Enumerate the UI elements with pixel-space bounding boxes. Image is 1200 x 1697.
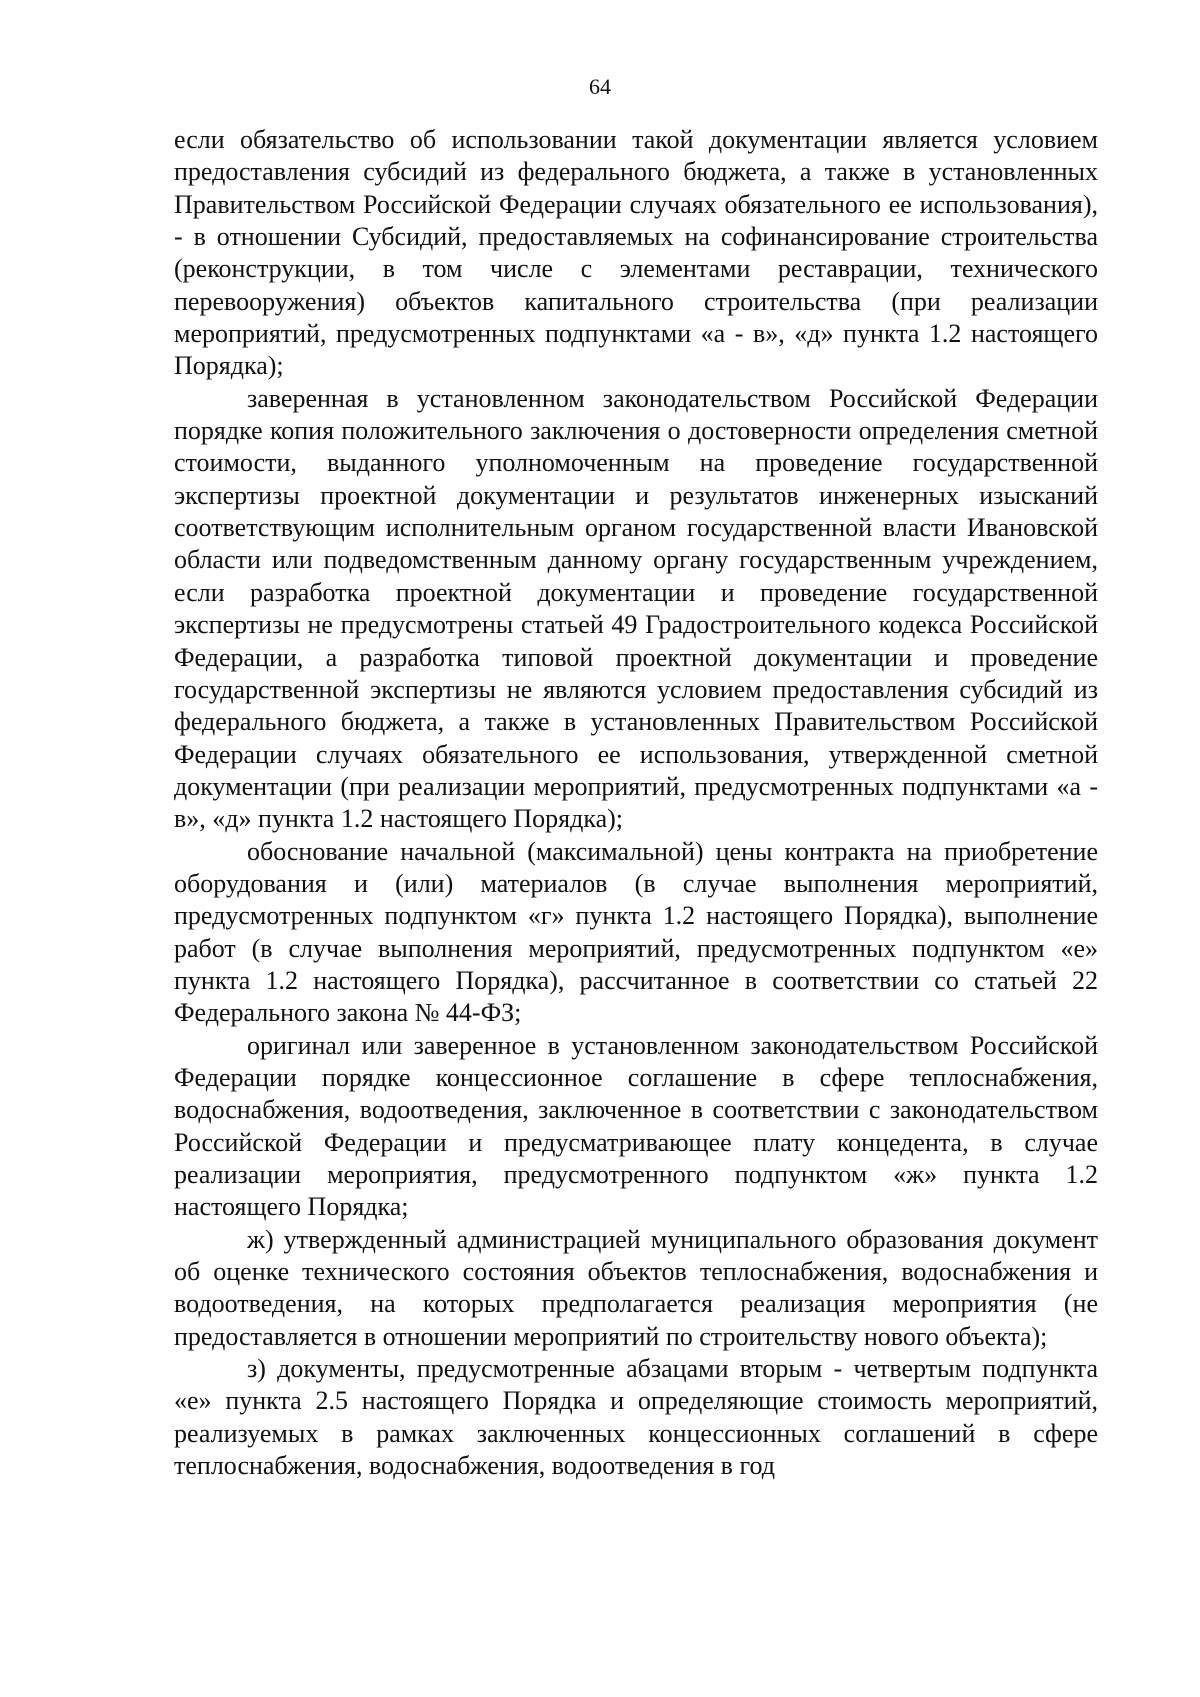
paragraph-1: если обязательство об использовании такой документации является условием предоставления субсидий из федерального бюджета, а также в установленных Правительством Российской Федерации случаях обязательного ее использования), - в отношении Субсидий, предоставляемых на софинансирование строительства (реконструкции, в том числе с элементами реставрации, технического перевооружения) объектов капитального строительства (при реализации мероприятий, предусмотренных подпунктами «а - в», «д» пункта 1.2 настоящего Порядка);: [174, 125, 1098, 381]
paragraph-zh: ж) утвержденный администрацией муниципального образования документ об оценке технического состояния объектов теплоснабжения, водоснабжения и водоотведения, на которых предполагается реализация мероприятия (не предоставляется в отношении мероприятий по строительству нового объекта);: [174, 1224, 1098, 1351]
paragraph-3: обоснование начальной (максимальной) цены контракта на приобретение оборудования и (или) материалов (в случае выполнения мероприятий, предусмотренных подпунктом «г» пункта 1.2 настоящего Порядка), выполнение работ (в случае выполнения мероприятий, предусмотренных подпунктом «е» пункта 1.2 настоящего Порядка), рассчитанное в соответствии со статьей 22 Федерального закона № 44-ФЗ;: [174, 836, 1098, 1028]
document-body: [174, 124, 1098, 1482]
page-number: 64: [589, 74, 611, 99]
paragraph-2: заверенная в установленном законодательством Российской Федерации порядке копия положительного заключения о достоверности определения сметной стоимости, выданного уполномоченным на проведение государственной экспертизы проектной документации и результатов инженерных изысканий соответствующим исполнительным органом государственной власти Ивановской области или подведомственным данному органу государственным учреждением, если разработка проектной документации и проведение государственной экспертизы не предусмотрены статьей 49 Градостроительного кодекса Российской Федерации, а разработка типовой проектной документации и проведение государственной экспертизы не являются условием предоставления субсидий из федерального бюджета, а также в установленных Правительством Российской Федерации случаях обязательного ее использования, утвержденной сметной документации (при реализации мероприятий, предусмотренных подпунктами «а - в», «д» пункта 1.2 настоящего Порядка);: [174, 383, 1098, 834]
paragraph-z: з) документы, предусмотренные абзацами вторым - четвертым подпункта «е» пункта 2.5 настоящего Порядка и определяющие стоимость мероприятий, реализуемых в рамках заключенных концессионных соглашений в сфере теплоснабжения, водоснабжения, водоотведения в год: [174, 1354, 1098, 1481]
paragraph-4: оригинал или заверенное в установленном законодательством Российской Федерации порядке концессионное соглашение в сфере теплоснабжения, водоснабжения, водоотведения, заключенное в соответствии с законодательством Российской Федерации и предусматривающее плату концедента, в случае реализации мероприятия, предусмотренного подпунктом «ж» пункта 1.2 настоящего Порядка;: [174, 1030, 1098, 1222]
